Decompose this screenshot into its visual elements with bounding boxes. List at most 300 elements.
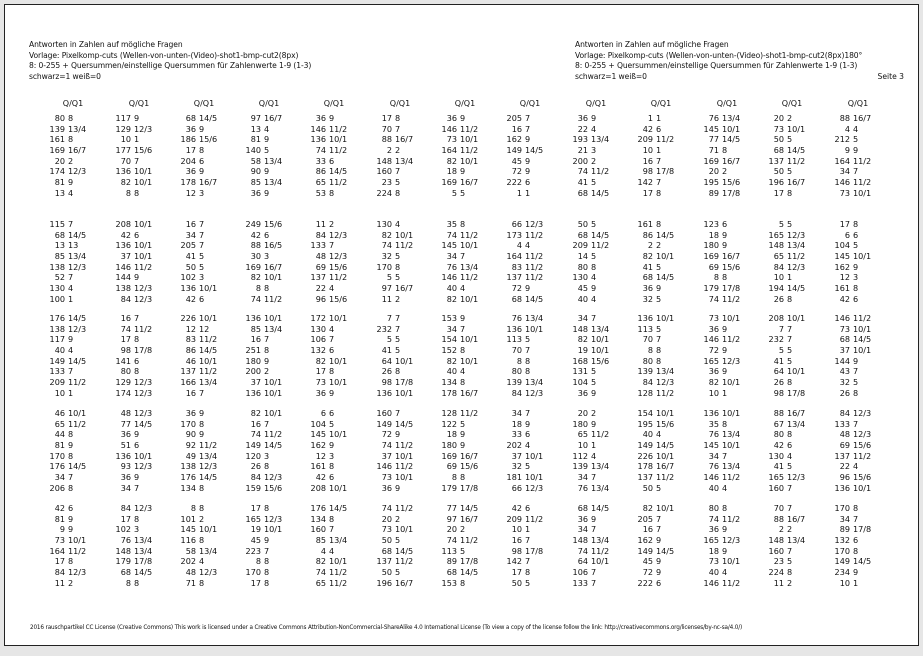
table-cell — [828, 283, 888, 294]
table-cell — [304, 124, 364, 135]
table-cell — [566, 356, 626, 367]
number-column — [109, 408, 169, 494]
cell-quersumme: 7 — [329, 240, 335, 251]
cell-quersumme: 16/7 — [787, 177, 806, 188]
number-column — [566, 313, 626, 399]
cell-value: 16 — [250, 334, 261, 345]
number-column — [631, 503, 691, 589]
cell-value: 45 — [250, 535, 261, 546]
cell-value: 205 — [180, 240, 196, 251]
table-cell — [43, 567, 103, 578]
cell-value: 149 — [376, 418, 392, 429]
cell-quersumme: 10/1 — [134, 240, 153, 251]
table-cell — [500, 219, 560, 230]
cell-value: 65 — [773, 251, 784, 262]
cell-quersumme: 9 — [591, 113, 597, 123]
cell-quersumme: 5 — [787, 134, 793, 145]
table-cell — [435, 230, 495, 241]
cell-quersumme: 10/1 — [460, 134, 479, 145]
cell-value: 42 — [120, 229, 131, 240]
table-cell — [566, 578, 626, 589]
table-cell — [174, 251, 234, 262]
cell-value: 10 — [642, 145, 653, 156]
cell-value: 146 — [441, 123, 457, 134]
table-cell — [435, 113, 495, 124]
cell-quersumme: 8 — [460, 219, 466, 229]
table-cell — [174, 324, 234, 335]
table-cell — [500, 388, 560, 399]
cell-quersumme: 10/1 — [460, 355, 479, 366]
table-cell — [566, 503, 626, 514]
cell-quersumme: 8 — [853, 283, 859, 294]
table-cell — [304, 578, 364, 589]
cell-quersumme: 1 — [525, 187, 531, 198]
cell-value: 34 — [577, 524, 588, 535]
cell-value: 69 — [315, 261, 326, 272]
cell-value: 146 — [310, 123, 326, 134]
cell-value: 17 — [511, 567, 522, 578]
cell-value: 82 — [446, 355, 457, 366]
number-column — [828, 113, 888, 199]
cell-value: 26 — [773, 377, 784, 388]
cell-quersumme: 14/5 — [329, 166, 348, 177]
cell-quersumme: 10/1 — [264, 313, 283, 323]
cell-value: 83 — [511, 261, 522, 272]
cell-quersumme: 10/1 — [525, 472, 544, 483]
cell-quersumme: 12/3 — [853, 408, 872, 418]
table-cell — [304, 419, 364, 430]
cell-quersumme: 7 — [656, 155, 662, 166]
cell-value: 170 — [49, 450, 65, 461]
cell-value: 81 — [54, 440, 65, 451]
cell-value: 92 — [185, 440, 196, 451]
table-cell — [370, 113, 430, 124]
cell-quersumme: 14/5 — [787, 283, 806, 294]
cell-quersumme: 7 — [656, 513, 662, 524]
cell-quersumme: 4 — [329, 545, 335, 556]
cell-quersumme: 10/1 — [199, 313, 218, 323]
cell-quersumme: 10/1 — [853, 345, 872, 356]
cell-quersumme: 13/4 — [199, 450, 218, 461]
cell-value: 98 — [511, 545, 522, 556]
table-cell — [109, 419, 169, 430]
cell-value: 32 — [642, 293, 653, 304]
cell-value: 148 — [768, 240, 784, 251]
cell-quersumme: 17/8 — [460, 482, 479, 493]
cell-quersumme: 2 — [329, 219, 335, 229]
cell-quersumme: 11/2 — [68, 418, 87, 429]
table-cell — [697, 429, 757, 440]
cell-value: 149 — [49, 355, 65, 366]
cell-value: 178 — [180, 177, 196, 188]
header-right-legend: schwarz=1 weiß=0 — [575, 71, 647, 81]
cell-quersumme: 1 — [591, 440, 597, 451]
table-cell — [697, 377, 757, 388]
cell-value: 36 — [577, 113, 588, 123]
cell-quersumme: 8 — [787, 429, 793, 440]
cell-quersumme: 15/6 — [591, 355, 610, 366]
cell-quersumme: 16/7 — [199, 177, 218, 188]
cell-value: 136 — [245, 313, 261, 323]
cell-value: 18 — [446, 166, 457, 177]
table-cell — [370, 567, 430, 578]
table-cell — [435, 377, 495, 388]
cell-quersumme: 11/2 — [787, 251, 806, 262]
number-column — [370, 503, 430, 589]
table-cell — [697, 251, 757, 262]
number-column — [697, 219, 757, 305]
cell-quersumme: 13/4 — [395, 155, 414, 166]
number-column — [697, 313, 757, 399]
cell-quersumme: 16/7 — [722, 155, 741, 166]
table-cell — [239, 156, 299, 167]
table-cell — [566, 177, 626, 188]
table-cell — [304, 324, 364, 335]
table-cell — [109, 272, 169, 283]
cell-value: 17 — [185, 145, 196, 156]
table-cell — [500, 324, 560, 335]
table-cell — [43, 156, 103, 167]
cell-value: 18 — [708, 545, 719, 556]
cell-value: 96 — [315, 293, 326, 304]
table-cell — [500, 251, 560, 262]
cell-quersumme: 10/1 — [395, 524, 414, 535]
table-cell — [304, 166, 364, 177]
cell-quersumme: 11/2 — [134, 261, 153, 272]
table-cell — [304, 524, 364, 535]
cell-value: 97 — [250, 113, 261, 123]
cell-quersumme: 9 — [525, 418, 531, 429]
table-cell — [566, 145, 626, 156]
cell-value: 89 — [839, 524, 850, 535]
table-cell — [174, 546, 234, 557]
cell-value: 102 — [180, 272, 196, 283]
cell-quersumme: 8 — [264, 556, 270, 567]
cell-quersumme: 10/1 — [525, 323, 544, 334]
cell-value: 41 — [773, 461, 784, 472]
table-cell — [109, 377, 169, 388]
table-cell — [239, 472, 299, 483]
table-cell — [43, 556, 103, 567]
cell-value: 41 — [381, 345, 392, 356]
cell-value: 74 — [708, 513, 719, 524]
cell-quersumme: 12/3 — [68, 166, 87, 177]
table-cell — [43, 578, 103, 589]
table-cell — [828, 356, 888, 367]
table-cell — [500, 188, 560, 199]
table-cell — [500, 313, 560, 324]
cell-quersumme: 12/3 — [525, 482, 544, 493]
table-cell — [370, 124, 430, 135]
cell-quersumme: 12/3 — [68, 261, 87, 272]
cell-quersumme: 10/1 — [395, 355, 414, 366]
cell-value: 165 — [768, 472, 784, 483]
table-cell — [566, 166, 626, 177]
table-cell — [762, 188, 822, 199]
table-cell — [239, 451, 299, 462]
cell-value: 131 — [572, 366, 588, 377]
cell-quersumme: 9 — [525, 134, 531, 145]
table-cell — [304, 188, 364, 199]
cell-value: 34 — [511, 408, 522, 418]
cell-quersumme: 12/3 — [68, 567, 87, 578]
cell-value: 20 — [446, 524, 457, 535]
cell-quersumme: 6 — [199, 293, 205, 304]
cell-value: 68 — [773, 145, 784, 156]
table-cell — [828, 219, 888, 230]
cell-value: 164 — [506, 251, 522, 262]
cell-value: 34 — [839, 166, 850, 177]
column-header-row — [5, 99, 920, 111]
cell-quersumme: 7 — [853, 366, 859, 377]
cell-value: 86 — [185, 345, 196, 356]
number-column — [109, 113, 169, 199]
cell-value: 17 — [54, 556, 65, 567]
cell-value: 222 — [637, 577, 653, 588]
number-column — [631, 219, 691, 305]
table-cell — [304, 546, 364, 557]
cell-quersumme: 5 — [656, 293, 662, 304]
table-cell — [370, 219, 430, 230]
table-cell — [697, 503, 757, 514]
table-cell — [697, 535, 757, 546]
cell-value: 50 — [381, 567, 392, 578]
cell-value: 162 — [834, 261, 850, 272]
cell-value: 71 — [708, 145, 719, 156]
table-cell — [762, 294, 822, 305]
cell-quersumme: 17/8 — [460, 556, 479, 567]
table-cell — [174, 556, 234, 567]
cell-value: 16 — [511, 535, 522, 546]
cell-quersumme: 10/1 — [134, 219, 153, 229]
cell-value: 53 — [315, 187, 326, 198]
cell-quersumme: 9 — [395, 429, 401, 440]
cell-quersumme: 10/1 — [329, 482, 348, 493]
cell-quersumme: 7 — [525, 123, 531, 134]
table-cell — [631, 294, 691, 305]
cell-quersumme: 14/5 — [853, 334, 872, 345]
number-column — [304, 313, 364, 399]
cell-value: 128 — [441, 408, 457, 418]
number-column — [43, 408, 103, 494]
cell-quersumme: 14/5 — [134, 567, 153, 578]
cell-quersumme: 1 — [68, 293, 74, 304]
cell-quersumme: 13/4 — [591, 535, 610, 546]
number-column — [370, 408, 430, 494]
table-cell — [304, 556, 364, 567]
table-cell — [370, 262, 430, 273]
cell-quersumme: 8 — [395, 113, 401, 123]
cell-value: 23 — [381, 177, 392, 188]
table-cell — [828, 567, 888, 578]
cell-value: 82 — [642, 251, 653, 262]
cell-value: 68 — [185, 113, 196, 123]
table-cell — [304, 483, 364, 494]
cell-value: 1 — [647, 113, 653, 123]
table-cell — [500, 134, 560, 145]
cell-value: 21 — [577, 145, 588, 156]
cell-quersumme: 12/3 — [264, 513, 283, 524]
table-cell — [43, 283, 103, 294]
cell-value: 136 — [245, 387, 261, 398]
table-cell — [762, 451, 822, 462]
table-cell — [762, 567, 822, 578]
cell-quersumme: 13/4 — [134, 545, 153, 556]
cell-quersumme: 4 — [591, 123, 597, 134]
table-cell — [762, 219, 822, 230]
table-cell — [43, 419, 103, 430]
table-cell — [304, 251, 364, 262]
table-cell — [304, 230, 364, 241]
cell-value: 80 — [54, 113, 65, 123]
cell-quersumme: 3 — [591, 145, 597, 156]
table-cell — [631, 177, 691, 188]
table-cell — [43, 188, 103, 199]
cell-quersumme: 5 — [460, 545, 466, 556]
cell-value: 165 — [703, 355, 719, 366]
cell-quersumme: 4 — [68, 283, 74, 294]
table-cell — [239, 166, 299, 177]
table-cell — [304, 514, 364, 525]
table-cell — [500, 472, 560, 483]
cell-quersumme: 14/5 — [591, 503, 610, 513]
cell-quersumme: 8 — [134, 334, 140, 345]
cell-value: 74 — [381, 503, 392, 513]
number-column — [304, 113, 364, 199]
cell-quersumme: 3 — [134, 524, 140, 535]
table-cell — [109, 356, 169, 367]
table-cell — [174, 240, 234, 251]
table-cell — [631, 262, 691, 273]
cell-value: 84 — [773, 261, 784, 272]
cell-value: 222 — [506, 177, 522, 188]
cell-value: 148 — [768, 535, 784, 546]
cell-quersumme: 17/8 — [722, 187, 741, 198]
table-cell — [109, 429, 169, 440]
table-cell — [43, 524, 103, 535]
table-cell — [370, 145, 430, 156]
cell-value: 81 — [54, 177, 65, 188]
cell-quersumme: 5 — [395, 251, 401, 262]
table-cell — [631, 524, 691, 535]
cell-value: 10 — [54, 387, 65, 398]
cell-quersumme: 8 — [134, 187, 140, 198]
cell-value: 41 — [185, 251, 196, 262]
table-cell — [109, 230, 169, 241]
cell-value: 20 — [577, 408, 588, 418]
table-cell — [174, 578, 234, 589]
table-cell — [174, 272, 234, 283]
cell-value: 10 — [773, 272, 784, 283]
number-column — [762, 113, 822, 199]
table-cell — [828, 166, 888, 177]
table-cell — [697, 177, 757, 188]
cell-value: 73 — [773, 123, 784, 134]
table-cell — [828, 419, 888, 430]
cell-value: 154 — [637, 408, 653, 418]
table-cell — [566, 294, 626, 305]
cell-value: 112 — [572, 450, 588, 461]
cell-value: 58 — [250, 155, 261, 166]
table-cell — [828, 556, 888, 567]
cell-value: 42 — [185, 293, 196, 304]
cell-value: 136 — [703, 408, 719, 418]
cell-quersumme: 10/1 — [656, 450, 675, 461]
cell-quersumme: 8 — [264, 577, 270, 588]
cell-value: 88 — [839, 113, 850, 123]
cell-quersumme: 15/6 — [329, 293, 348, 304]
cell-quersumme: 16/7 — [656, 461, 675, 472]
cell-quersumme: 9 — [853, 145, 859, 156]
cell-value: 17 — [120, 334, 131, 345]
table-cell — [109, 514, 169, 525]
cell-value: 137 — [310, 272, 326, 283]
table-cell — [435, 166, 495, 177]
cell-quersumme: 16/7 — [722, 251, 741, 262]
cell-quersumme: 10/1 — [329, 313, 348, 323]
table-cell — [370, 345, 430, 356]
table-cell — [828, 524, 888, 535]
number-column — [500, 408, 560, 494]
cell-quersumme: 11/2 — [395, 440, 414, 451]
cell-value: 37 — [250, 377, 261, 388]
cell-quersumme: 8 — [68, 113, 74, 123]
number-column — [697, 408, 757, 494]
cell-quersumme: 12/3 — [134, 461, 153, 472]
cell-value: 9 — [59, 524, 65, 535]
cell-quersumme: 10/1 — [656, 251, 675, 262]
cell-quersumme: 9 — [395, 482, 401, 493]
table-cell — [828, 272, 888, 283]
cell-value: 141 — [115, 355, 131, 366]
cell-quersumme: 16/7 — [264, 113, 283, 123]
cell-value: 70 — [381, 123, 392, 134]
cell-value: 137 — [768, 155, 784, 166]
number-column — [239, 503, 299, 589]
cell-quersumme: 8 — [722, 272, 728, 283]
table-cell — [435, 240, 495, 251]
table-cell — [762, 272, 822, 283]
table-cell — [239, 440, 299, 451]
cell-quersumme: 5 — [395, 567, 401, 578]
cell-value: 32 — [839, 377, 850, 388]
table-cell — [435, 262, 495, 273]
table-cell — [697, 514, 757, 525]
table-cell — [370, 524, 430, 535]
cell-quersumme: 16/7 — [460, 177, 479, 188]
cell-quersumme: 16/7 — [395, 283, 414, 294]
cell-value: 136 — [115, 166, 131, 177]
cell-quersumme: 16/7 — [68, 145, 87, 156]
table-cell — [109, 324, 169, 335]
table-cell — [697, 556, 757, 567]
table-cell — [304, 177, 364, 188]
cell-value: 50 — [185, 261, 196, 272]
cell-quersumme: 9 — [460, 166, 466, 177]
cell-value: 162 — [506, 134, 522, 145]
cell-quersumme: 3 — [329, 450, 335, 461]
cell-quersumme: 8 — [329, 187, 335, 198]
table-cell — [239, 251, 299, 262]
table-cell — [762, 134, 822, 145]
table-cell — [500, 240, 560, 251]
table-cell — [631, 567, 691, 578]
table-cell — [109, 145, 169, 156]
cell-value: 174 — [115, 387, 131, 398]
cell-value: 144 — [115, 272, 131, 283]
cell-quersumme: 11/2 — [591, 166, 610, 177]
cell-quersumme: 6 — [722, 219, 728, 229]
